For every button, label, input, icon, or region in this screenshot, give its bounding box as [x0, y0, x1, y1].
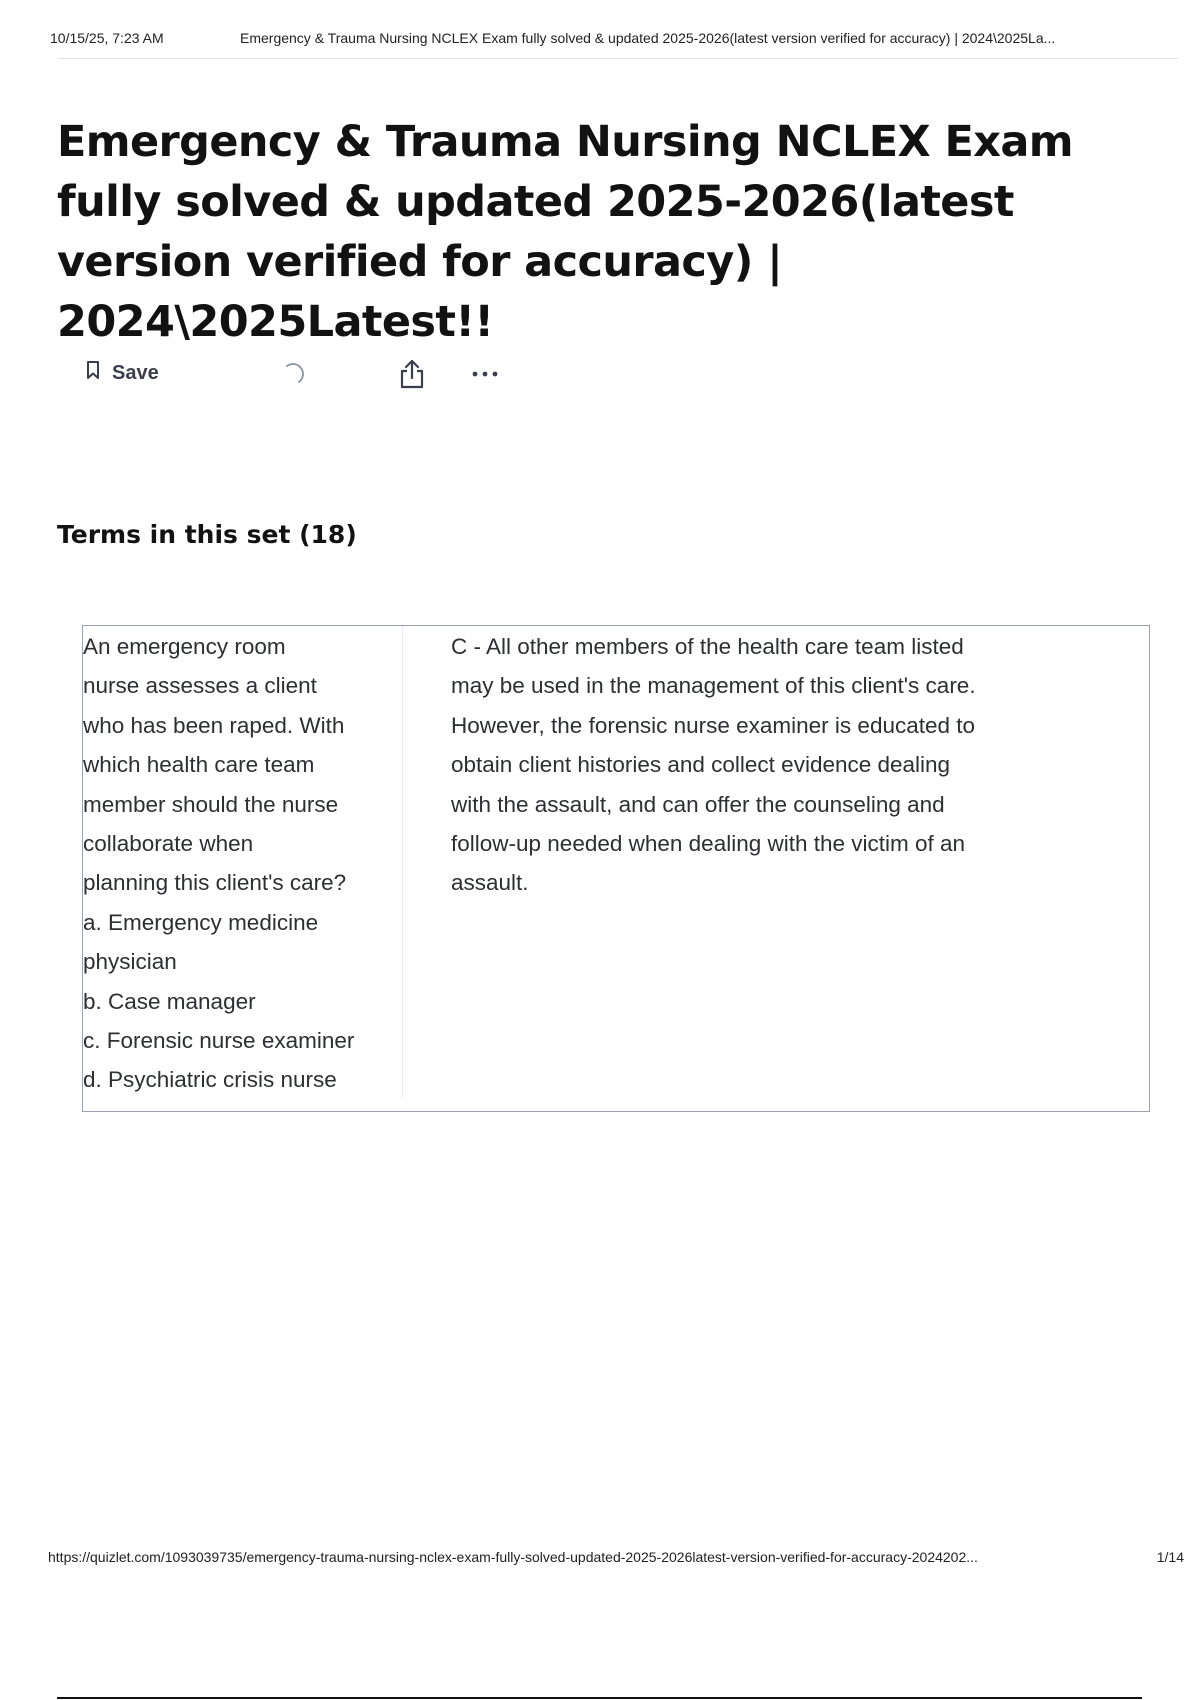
header-divider — [58, 58, 1178, 59]
definition-line: follow-up needed when dealing with the victim of an — [451, 831, 966, 857]
term-line: member should the nurse — [83, 791, 339, 817]
bottom-divider — [57, 1697, 1142, 1699]
definition-line: C - All other members of the health care team listed — [451, 634, 964, 659]
definition-line: with the assault, and can offer the counseling and — [451, 791, 945, 817]
answer-option-b: b. Case manager — [83, 988, 256, 1014]
term-line: who has been raped. With — [83, 712, 345, 738]
share-button[interactable] — [398, 358, 426, 395]
answer-option-a: a. Emergency medicine — [83, 909, 319, 935]
share-icon — [398, 377, 426, 394]
answer-option-c: c. Forensic nurse examiner — [83, 1028, 355, 1054]
term-line: which health care team — [83, 752, 315, 778]
more-options-button[interactable] — [470, 366, 500, 384]
section-title: Terms in this set (18) — [57, 520, 357, 549]
print-date: 10/15/25, 7:23 AM — [50, 30, 164, 46]
term-question — [83, 626, 403, 1098]
term-line: nurse assesses a client — [83, 673, 317, 699]
term-line: collaborate when — [83, 831, 254, 857]
save-label: Save — [112, 361, 159, 384]
page-title: Emergency & Trauma Nursing NCLEX Exam fully solved & updated 2025-2026(latest version verified for accuracy) | 2024\2025Latest!! — [57, 117, 1073, 347]
page-number: 1/14 — [1156, 1549, 1184, 1565]
definition-line: assault. — [451, 870, 529, 896]
print-document-title: Emergency & Trauma Nursing NCLEX Exam fully solved & updated 2025-2026(latest version verified for accuracy) | 2024\2025La... — [240, 30, 1056, 46]
more-options-icon — [470, 366, 500, 383]
answer-option-a-cont: physician — [83, 949, 177, 975]
definition-line: may be used in the management of this client's care. — [451, 673, 976, 699]
term-line: planning this client's care? — [83, 870, 347, 896]
answer-option-d: d. Psychiatric crisis nurse — [83, 1067, 337, 1093]
set-toolbar — [86, 358, 526, 394]
definition-line: obtain client histories and collect evidence dealing — [451, 752, 951, 778]
term-line: An emergency room — [83, 634, 286, 659]
print-url: https://quizlet.com/1093039735/emergency-trauma-nursing-nclex-exam-fully-solved-updated-2025-2026latest-version-verified-for-accuracy-2024202... — [48, 1549, 978, 1565]
loading-spinner-icon — [281, 362, 305, 391]
save-button[interactable] — [86, 360, 159, 386]
definition-line: However, the forensic nurse examiner is educated to — [451, 712, 976, 738]
bookmark-icon — [86, 360, 100, 386]
term-card — [82, 625, 1150, 1112]
term-definition — [451, 627, 1091, 903]
